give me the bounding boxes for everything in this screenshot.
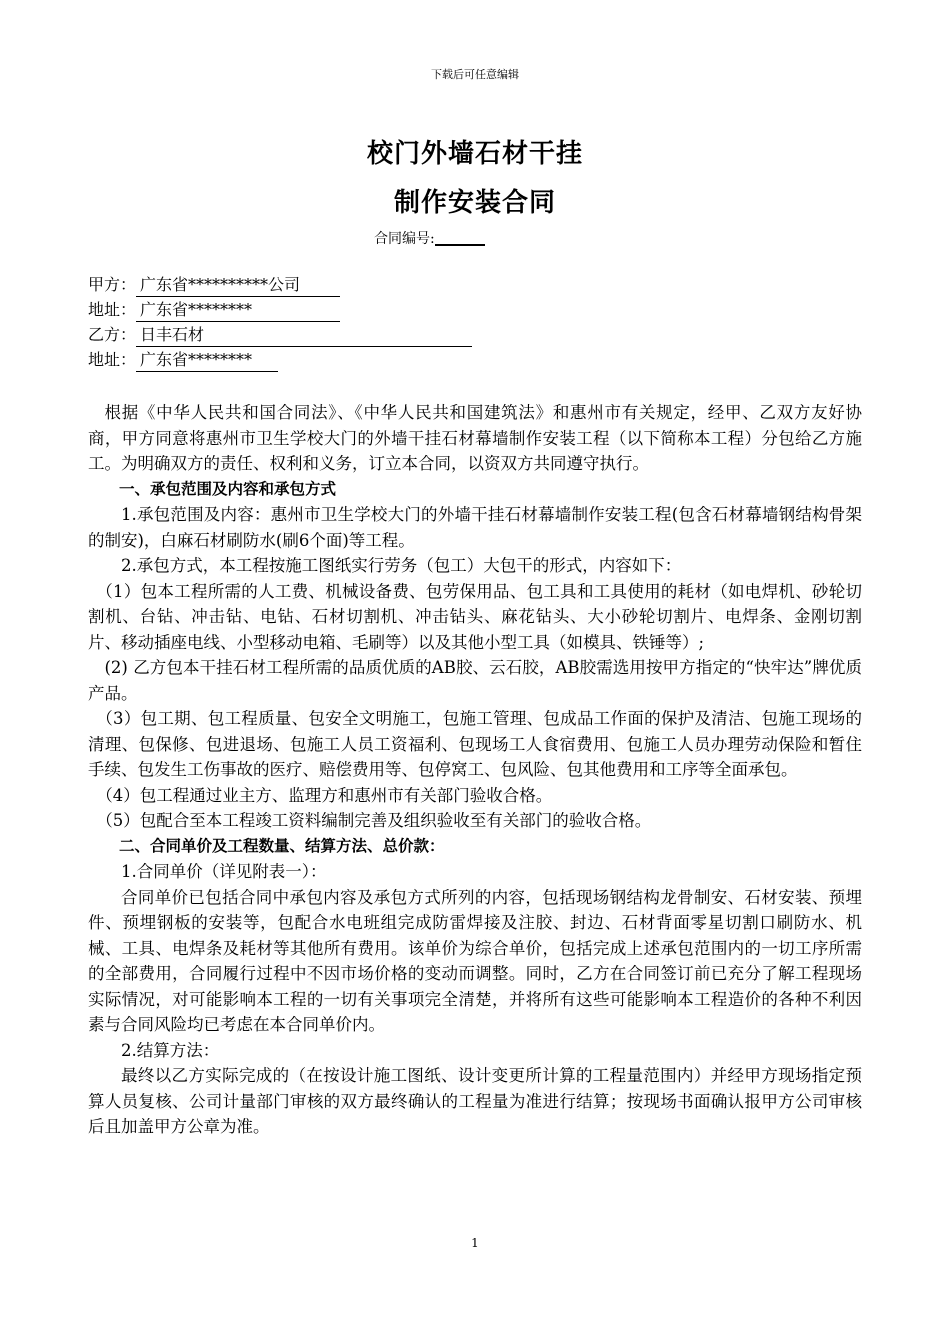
party-a	[88, 274, 340, 297]
header-note: 下载后可任意编辑	[431, 68, 519, 81]
party-b-value: 日丰石材	[136, 324, 472, 347]
clause-1-2-2: (2) 乙方包本干挂石材工程所需的品质优质的AB胶、云石胶，AB胶需选用按甲方指定的“快牢达”牌优质产品。	[88, 658, 862, 703]
clause-1-2-1: （1）包本工程所需的人工费、机械设备费、包劳保用品、包工具和工具使用的耗材（如电焊机、砂轮切割机、台钻、冲击钻、电钻、石材切割机、冲击钻头、麻花钻头、大小砂轮切割片、电焊条、金刚切割片、移动插座电线、小型移动电箱、毛刷等）以及其他小型工具（如模具、铁锤等）;	[88, 581, 862, 652]
party-a-label: 甲方：	[88, 275, 137, 294]
party-b	[88, 324, 472, 347]
section-2-heading: 二、合同单价及工程数量、结算方法、总价款：	[119, 836, 445, 855]
party-a-address-label: 地址：	[88, 300, 137, 319]
clause-2-2: 2.结算方法：	[121, 1040, 220, 1060]
title-line-2: 制作安装合同	[393, 188, 556, 218]
contract-body	[88, 400, 862, 1140]
clause-1-2-3: （3）包工期、包工程质量、包安全文明施工，包施工管理、包成品工作面的保护及清洁、包施工现场的清理、包保修、包进退场、包施工人员工资福利、包现场工人食宿费用、包施工人员办理劳动保险和暂住手续、包发生工伤事故的医疗、赔偿费用等、包停窝工、包风险、包其他费用和工序等全面承包。	[88, 709, 862, 779]
party-b-address-value: 广东省********	[136, 349, 278, 372]
party-a-address	[88, 299, 340, 322]
clause-2-1-text: 合同单价已包括合同中承包内容及承包方式所列的内容，包括现场钢结构龙骨制安、石材安装、预埋件、预埋钢板的安装等，包配合水电班组完成防雷焊接及注胶、封边、石材背面零星切割口刷防水、机械、工具、电焊条及耗材等其他所有费用。该单价为综合单价，包括完成上述承包范围内的一切工序所需的全部费用，合同履行过程中不因市场价格的变动而调整。同时，乙方在合同签订前已充分了解工程现场实际情况，对可能影响本工程的一切有关事项完全清楚，并将所有这些可能影响本工程造价的各种不利因素与合同风险均已考虑在本合同单价内。	[88, 887, 862, 1034]
party-a-address-value: 广东省********	[136, 299, 340, 322]
clause-2-1: 1.合同单价（详见附表一）：	[121, 862, 327, 881]
contract-number	[374, 228, 485, 248]
page-number: 1	[471, 1236, 479, 1250]
party-b-label: 乙方：	[88, 325, 137, 344]
contract-number-blank	[435, 230, 485, 246]
clause-1-1: 1.承包范围及内容：惠州市卫生学校大门的外墙干挂石材幕墙制作安装工程(包含石材幕墙钢结构骨架的制安)，白麻石材刷防水(刷6个面)等工程。	[88, 505, 862, 550]
party-b-address	[88, 349, 278, 372]
title-line-1: 校门外墙石材干挂	[366, 139, 583, 169]
intro-paragraph: 根据《中华人民共和国合同法》、《中华人民共和国建筑法》和惠州市有关规定，经甲、乙双方友好协商，甲方同意将惠州市卫生学校大门的外墙干挂石材幕墙制作安装工程（以下简称本工程）分包给乙方施工。为明确双方的责任、权利和义务，订立本合同，以资双方共同遵守执行。	[88, 403, 862, 473]
section-1-heading: 一、承包范围及内容和承包方式	[119, 479, 337, 498]
contract-number-label: 合同编号:	[374, 231, 435, 247]
party-a-value: 广东省**********公司	[136, 274, 340, 297]
clause-1-2-5: （5）包配合至本工程竣工资料编制完善及组织验收至有关部门的验收合格。	[96, 811, 652, 830]
clause-1-2: 2.承包方式，本工程按施工图纸实行劳务（包工）大包干的形式，内容如下：	[121, 556, 682, 575]
party-b-address-label: 地址：	[88, 350, 137, 369]
clause-2-2-text: 最终以乙方实际完成的（在按设计施工图纸、设计变更所计算的工程量范围内）并经甲方现场指定预算人员复核、公司计量部门审核的双方最终确认的工程量为准进行结算；按现场书面确认报甲方公司审核后且加盖甲方公章为准。	[88, 1066, 862, 1136]
clause-1-2-4: （4）包工程通过业主方、监理方和惠州市有关部门验收合格。	[96, 785, 553, 805]
